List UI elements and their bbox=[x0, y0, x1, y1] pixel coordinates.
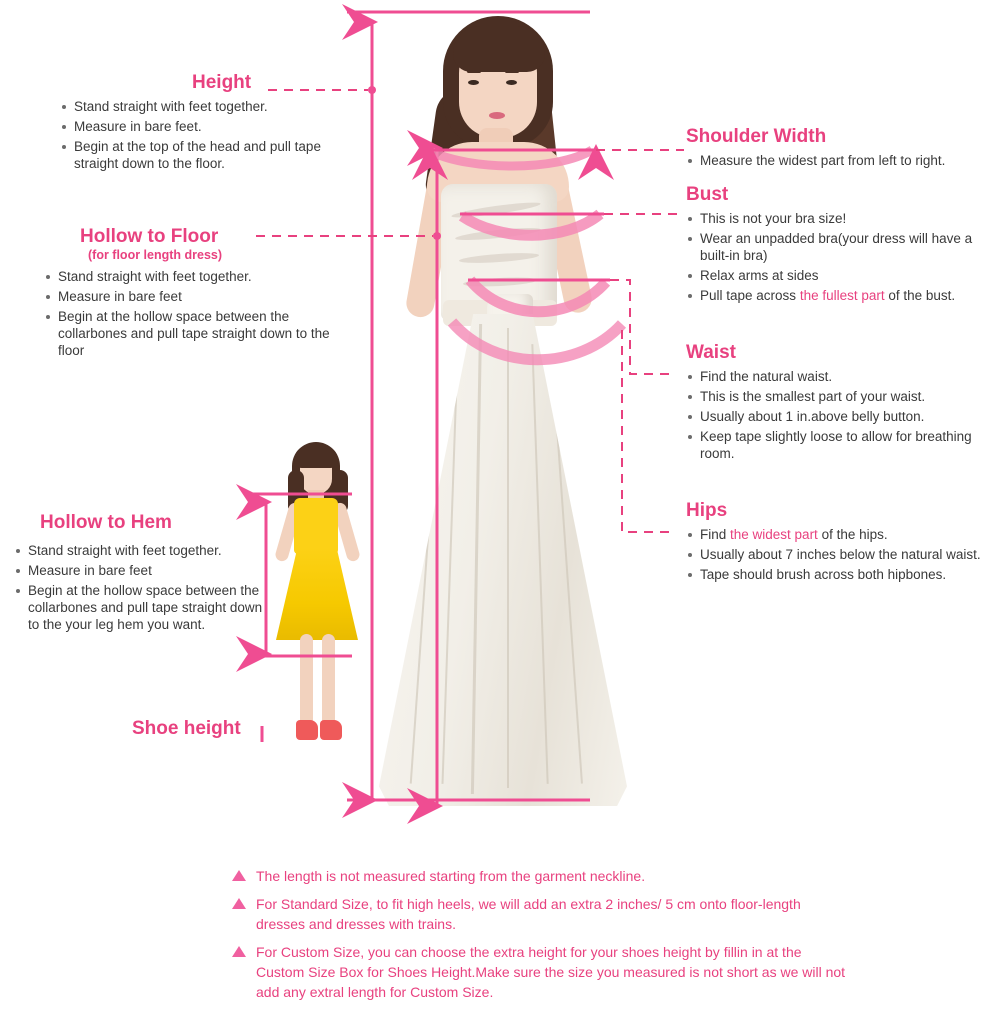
footnote-row bbox=[232, 894, 852, 934]
section-height-heading: Height bbox=[192, 72, 252, 93]
section-bust-heading: Bust bbox=[686, 184, 729, 205]
list-item: Begin at the top of the head and pull tape straight down to the floor. bbox=[60, 138, 360, 172]
list-item: Usually about 1 in.above belly button. bbox=[686, 408, 986, 425]
skirt-fold bbox=[531, 344, 548, 784]
bust-rich-after: of the bust. bbox=[884, 288, 956, 303]
section-shoulder-width bbox=[686, 126, 996, 172]
list-item: Stand straight with feet together. bbox=[44, 268, 354, 285]
list-item-bust-fullest bbox=[686, 287, 1000, 304]
bust-rich-before: Pull tape across bbox=[700, 288, 800, 303]
bodice-fold bbox=[451, 200, 541, 220]
list-item: Measure the widest part from left to right. bbox=[686, 152, 996, 169]
short-dress-illustration bbox=[262, 436, 374, 754]
section-hips bbox=[686, 500, 992, 586]
footnote-text: For Custom Size, you can choose the extra height for your shoes height by fillin in at the Custom Size Box for Shoes Height.Make sure the size you measured is not short as we will not add any extral length for Custom Size. bbox=[256, 944, 846, 1000]
list-item: This is not your bra size! bbox=[686, 210, 1000, 227]
hips-rich-emphasis: the widest part bbox=[730, 527, 818, 542]
section-waist-heading: Waist bbox=[686, 342, 736, 363]
brow-right bbox=[505, 70, 519, 73]
section-bust-list bbox=[686, 210, 1000, 304]
section-shoe-height bbox=[132, 718, 241, 740]
bride-illustration bbox=[355, 8, 645, 808]
skirt-fold bbox=[441, 354, 458, 784]
section-hollow-to-floor-list bbox=[44, 268, 354, 359]
footnotes bbox=[232, 866, 852, 1010]
section-height bbox=[60, 72, 360, 175]
leg-left bbox=[300, 634, 313, 726]
section-hollow-to-floor bbox=[44, 226, 354, 362]
list-item: Usually about 7 inches below the natural waist. bbox=[686, 546, 992, 563]
footnote-row bbox=[232, 942, 852, 1002]
torso-bodice bbox=[294, 498, 338, 554]
warning-triangle-icon bbox=[232, 870, 246, 881]
section-hollow-to-hem-heading: Hollow to Hem bbox=[40, 512, 172, 533]
brow-left bbox=[467, 70, 481, 73]
bust-rich-emphasis: the fullest part bbox=[799, 288, 885, 303]
bodice-fold bbox=[463, 276, 537, 288]
leg-right bbox=[322, 634, 335, 726]
warning-triangle-icon bbox=[232, 898, 246, 909]
eye-left bbox=[468, 80, 479, 85]
skirt-fold bbox=[507, 328, 509, 788]
list-item: Measure in bare feet. bbox=[60, 118, 360, 135]
hips-rich-before: Find bbox=[700, 527, 731, 542]
section-hollow-to-hem-list bbox=[14, 542, 264, 633]
bodice-fold bbox=[459, 251, 539, 265]
section-hips-heading: Hips bbox=[686, 500, 728, 521]
list-item: Measure in bare feet bbox=[14, 562, 264, 579]
section-bust bbox=[686, 184, 1000, 307]
skirt-fold bbox=[410, 404, 439, 783]
list-item: Stand straight with feet together. bbox=[14, 542, 264, 559]
list-item: Begin at the hollow space between the collarbones and pull tape straight down to the floor bbox=[44, 308, 354, 359]
section-hollow-to-floor-heading: Hollow to Floor bbox=[80, 226, 219, 247]
hips-rich-after: of the hips. bbox=[817, 527, 888, 542]
section-waist bbox=[686, 342, 986, 465]
section-shoe-height-heading: Shoe height bbox=[132, 718, 241, 739]
skirt-fold bbox=[471, 324, 482, 794]
list-item: Relax arms at sides bbox=[686, 267, 1000, 284]
list-item: This is the smallest part of your waist. bbox=[686, 388, 986, 405]
hair-fringe bbox=[294, 446, 338, 468]
section-hollow-to-hem bbox=[14, 512, 264, 636]
footnote-row bbox=[232, 866, 852, 886]
list-item: Wear an unpadded bra(your dress will have a built-in bra) bbox=[686, 230, 1000, 264]
list-item: Begin at the hollow space between the collarbones and pull tape straight down to the your leg hem you want. bbox=[14, 582, 264, 633]
footnote-text: For Standard Size, to fit high heels, we will add an extra 2 inches/ 5 cm onto floor-length dresses and dresses with trains. bbox=[256, 896, 801, 932]
shoe-left bbox=[296, 720, 318, 740]
shoe-right bbox=[320, 720, 342, 740]
bodice-fold bbox=[455, 226, 541, 243]
skirt bbox=[379, 314, 627, 806]
lips bbox=[489, 112, 505, 119]
footnote-text: The length is not measured starting from the garment neckline. bbox=[256, 868, 646, 884]
list-item: Keep tape slightly loose to allow for breathing room. bbox=[686, 428, 986, 462]
section-height-list bbox=[60, 98, 360, 172]
section-waist-list bbox=[686, 368, 986, 462]
list-item: Tape should brush across both hipbones. bbox=[686, 566, 992, 583]
list-item: Find the natural waist. bbox=[686, 368, 986, 385]
list-item: Measure in bare feet bbox=[44, 288, 354, 305]
section-shoulder-width-heading: Shoulder Width bbox=[686, 126, 827, 147]
hair-fringe bbox=[453, 26, 545, 72]
short-skirt bbox=[276, 548, 358, 640]
list-item-hips-widest bbox=[686, 526, 992, 543]
list-item: Stand straight with feet together. bbox=[60, 98, 360, 115]
section-shoulder-width-list bbox=[686, 152, 996, 169]
section-hips-list bbox=[686, 526, 992, 583]
eye-right bbox=[506, 80, 517, 85]
section-hollow-to-floor-subheading: (for floor length dress) bbox=[88, 248, 223, 262]
skirt-fold bbox=[553, 384, 583, 783]
warning-triangle-icon bbox=[232, 946, 246, 957]
